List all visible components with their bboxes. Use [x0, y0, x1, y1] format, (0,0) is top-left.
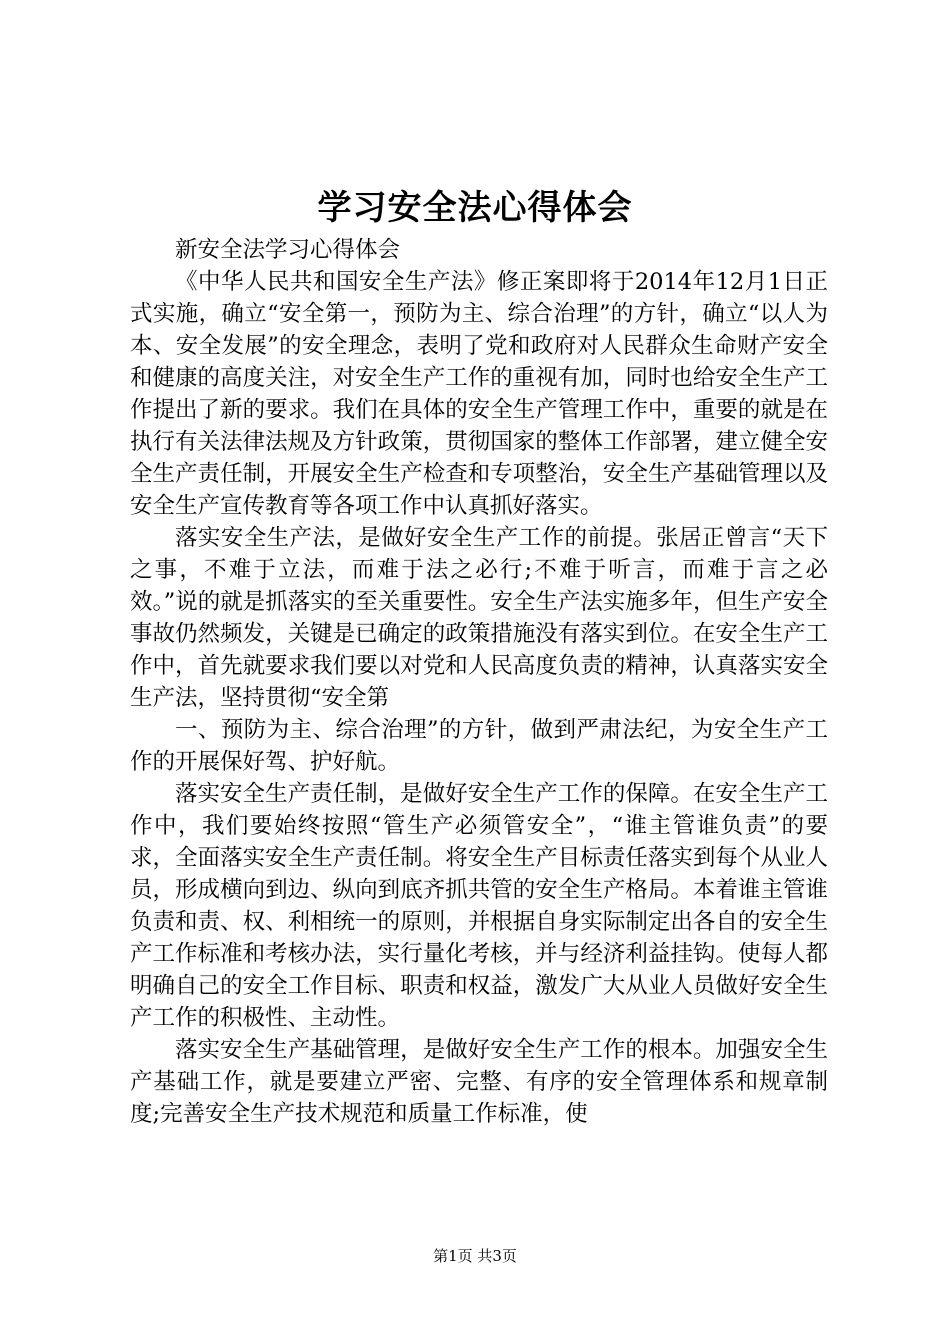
paragraph-intro: 《中华人民共和国安全生产法》修正案即将于2014年12月1日正式实施，确立“安全第一，预防为主、综合治理”的方针，确立“以人为本、安全发展”的安全理念，表明了党和政府对人民群众生命财产安全和健康的高度关注，对安全生产工作的重视有加，同时也给安全生产工作提出了新的要求。我们在具体的安全生产管理工作中，重要的就是在执行有关法律法规及方针政策，贯彻国家的整体工作部署，建立健全安全生产责任制，开展安全生产检查和专项整治，安全生产基础管理以及安全生产宣传教育等各项工作中认真抓好落实。 [130, 269, 828, 519]
page-title: 学习安全法心得体会 [317, 188, 633, 228]
document-body [130, 234, 828, 1130]
page-footer: 第1页 共3页 [433, 1247, 517, 1265]
paragraph-subtitle: 新安全法学习心得体会 [175, 237, 401, 263]
paragraph-law-implementation: 落实安全生产法，是做好安全生产工作的前提。张居正曾言“天下之事，不难于立法，而难于法之必行;不难于听言，而难于言之必效。”说的就是抓落实的至关重要性。安全生产法实施多年，但生产安全事故仍然频发，关键是已确定的政策措施没有落实到位。在安全生产工作中，首先就要求我们要以对党和人民高度负责的精神，认真落实安全生产法，坚持贯彻“安全第 [130, 525, 828, 711]
paragraph-foundation: 落实安全生产基础管理，是做好安全生产工作的根本。加强安全生产基础工作，就是要建立严密、完整、有序的安全管理体系和规章制度;完善安全生产技术规范和质量工作标准，使 [130, 1037, 828, 1127]
paragraph-responsibility: 落实安全生产责任制，是做好安全生产工作的保障。在安全生产工作中，我们要始终按照“管生产必须管安全”，“谁主管谁负责”的要求，全面落实安全生产责任制。将安全生产目标责任落实到每个从业人员，形成横向到边、纵向到底齐抓共管的安全生产格局。本着谁主管谁负责和责、权、利相统一的原则，并根据自身实际制定出各自的安全生产工作标准和考核办法，实行量化考核，并与经济利益挂钩。使每人都明确自己的安全工作目标、职责和权益，激发广大从业人员做好安全生产工作的积极性、主动性。 [130, 781, 828, 1031]
paragraph-principle: 一、预防为主、综合治理”的方针，做到严肃法纪，为安全生产工作的开展保好驾、护好航。 [130, 717, 828, 775]
